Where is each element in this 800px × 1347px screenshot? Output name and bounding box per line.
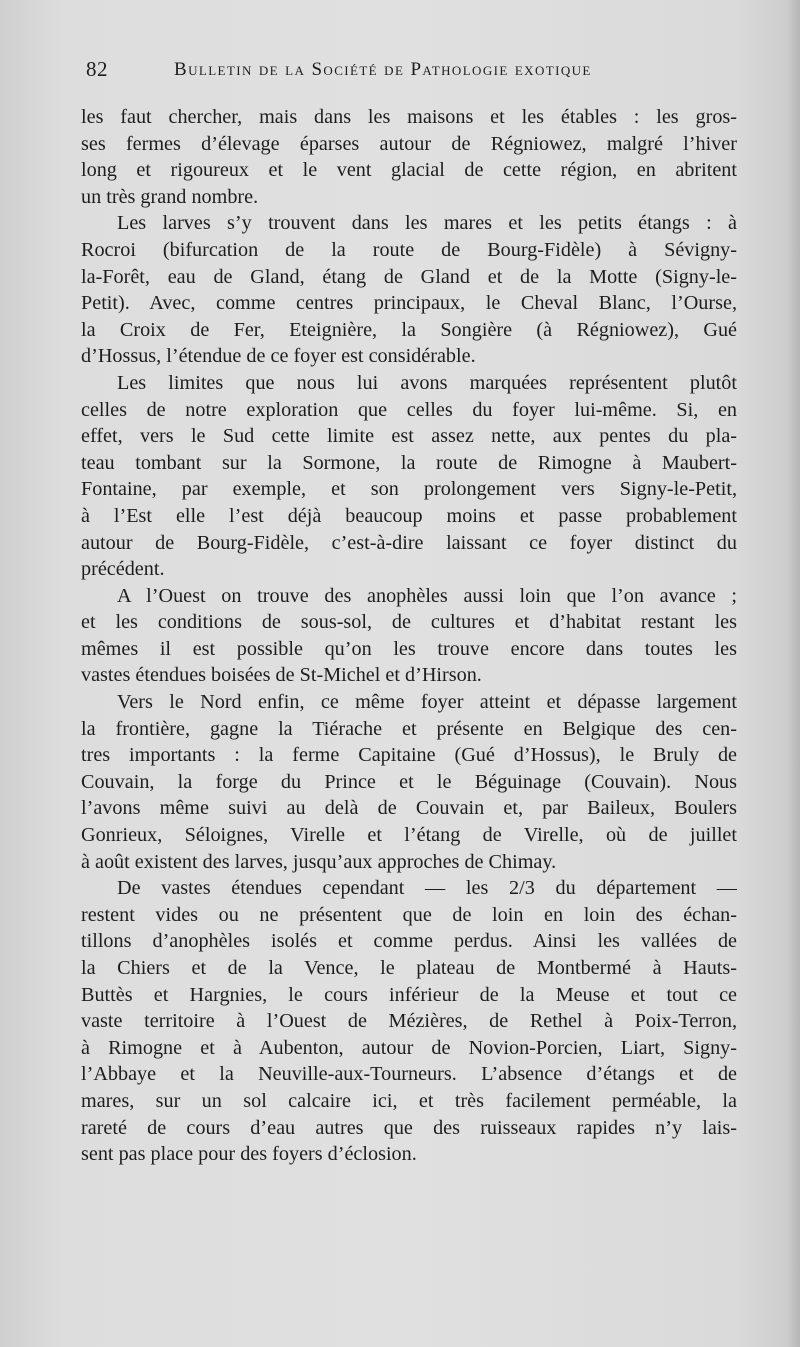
text-line: Rocroi (bifurcation de la route de Bourg-Fidèle) à Sévigny-	[81, 238, 737, 261]
text-line: d’Hossus, l’étendue de ce foyer est considérable.	[81, 345, 476, 368]
text-line: ses fermes d’élevage éparses autour de Régniowez, malgré l’hiver	[81, 132, 737, 155]
text-line: vastes étendues boisées de St-Michel et d’Hirson.	[81, 664, 482, 687]
text-line: et les conditions de sous-sol, de cultures et d’habitat restant les	[81, 611, 737, 634]
page-number: 82	[86, 57, 108, 81]
text-line: Fontaine, par exemple, et son prolongement vers Signy-le-Petit,	[81, 478, 737, 501]
text-line: la Chiers et de la Vence, le plateau de Montbermé à Hauts-	[81, 957, 737, 979]
text-line: Buttès et Hargnies, le cours inférieur de la Meuse et tout ce	[81, 983, 737, 1006]
text-line: sent pas place pour des foyers d’éclosion.	[81, 1143, 417, 1166]
text-line: un très grand nombre.	[81, 185, 259, 208]
text-line: Vers le Nord enfin, ce même foyer atteint et dépasse largement	[117, 691, 737, 714]
text-line: Les limites que nous lui avons marquées représentent plutôt	[117, 371, 737, 394]
text-line: mêmes il est possible qu’on les trouve encore dans toutes les	[81, 637, 737, 660]
page-edge-shadow	[786, 0, 800, 1347]
text-line: Les larves s’y trouvent dans les mares et les petits étangs : à	[117, 212, 737, 235]
text-line: rareté de cours d’eau autres que des ruisseaux rapides n’y lais-	[81, 1116, 737, 1139]
text-line: effet, vers le Sud cette limite est assez nette, aux pentes du pla-	[81, 425, 737, 448]
text-line: celles de notre exploration que celles du foyer lui-même. Si, en	[81, 398, 737, 421]
text-line: Gonrieux, Séloignes, Virelle et l’étang de Virelle, où de juillet	[81, 824, 737, 847]
running-header	[86, 57, 706, 87]
text-line: les faut chercher, mais dans les maisons et les étables : les gros-	[81, 106, 737, 128]
text-line: la frontière, gagne la Tiérache et présente en Belgique des cen-	[81, 717, 737, 740]
running-title: Bulletin de la Société de Pathologie exotique	[174, 59, 592, 80]
text-line: mares, sur un sol calcaire ici, et très facilement perméable, la	[81, 1089, 737, 1112]
text-line: l’avons même suivi au delà de Couvain et, par Baileux, Boulers	[81, 797, 737, 820]
text-line: teau tombant sur la Sormone, la route de Rimogne à Maubert-	[81, 451, 737, 474]
text-line: à Rimogne et à Aubenton, autour de Novion-Porcien, Liart, Signy-	[81, 1036, 737, 1059]
text-line: à août existent des larves, jusqu’aux approches de Chimay.	[81, 850, 557, 873]
text-line: Couvain, la forge du Prince et le Béguinage (Couvain). Nous	[81, 770, 737, 793]
text-line: De vastes étendues cependant — les 2/3 du département —	[117, 877, 737, 900]
text-line: restent vides ou ne présentent que de loin en loin des échan-	[81, 903, 737, 926]
text-line: l’Abbaye et la Neuville-aux-Tourneurs. L’absence d’étangs et de	[81, 1063, 737, 1086]
text-line: vaste territoire à l’Ouest de Mézières, de Rethel à Poix-Terron,	[81, 1010, 737, 1033]
text-line: Petit). Avec, comme centres principaux, le Cheval Blanc, l’Ourse,	[81, 292, 737, 315]
text-line: long et rigoureux et le vent glacial de cette région, en abritent	[81, 159, 737, 182]
text-line: la-Forêt, eau de Gland, étang de Gland et de la Motte (Signy-le-	[81, 265, 737, 288]
text-line: la Croix de Fer, Eteignière, la Songière (à Régniowez), Gué	[81, 318, 737, 341]
text-line: A l’Ouest on trouve des anophèles aussi loin que l’on avance ;	[117, 584, 737, 607]
text-line: tillons d’anophèles isolés et comme perdus. Ainsi les vallées de	[81, 930, 737, 953]
text-line: à l’Est elle l’est déjà beaucoup moins et passe probablement	[81, 504, 737, 527]
text-line: précédent.	[81, 558, 165, 581]
text-line: autour de Bourg-Fidèle, c’est-à-dire laissant ce foyer distinct du	[81, 531, 737, 554]
body-text	[81, 104, 737, 1168]
text-line: tres importants : la ferme Capitaine (Gué d’Hossus), le Bruly de	[81, 744, 737, 767]
